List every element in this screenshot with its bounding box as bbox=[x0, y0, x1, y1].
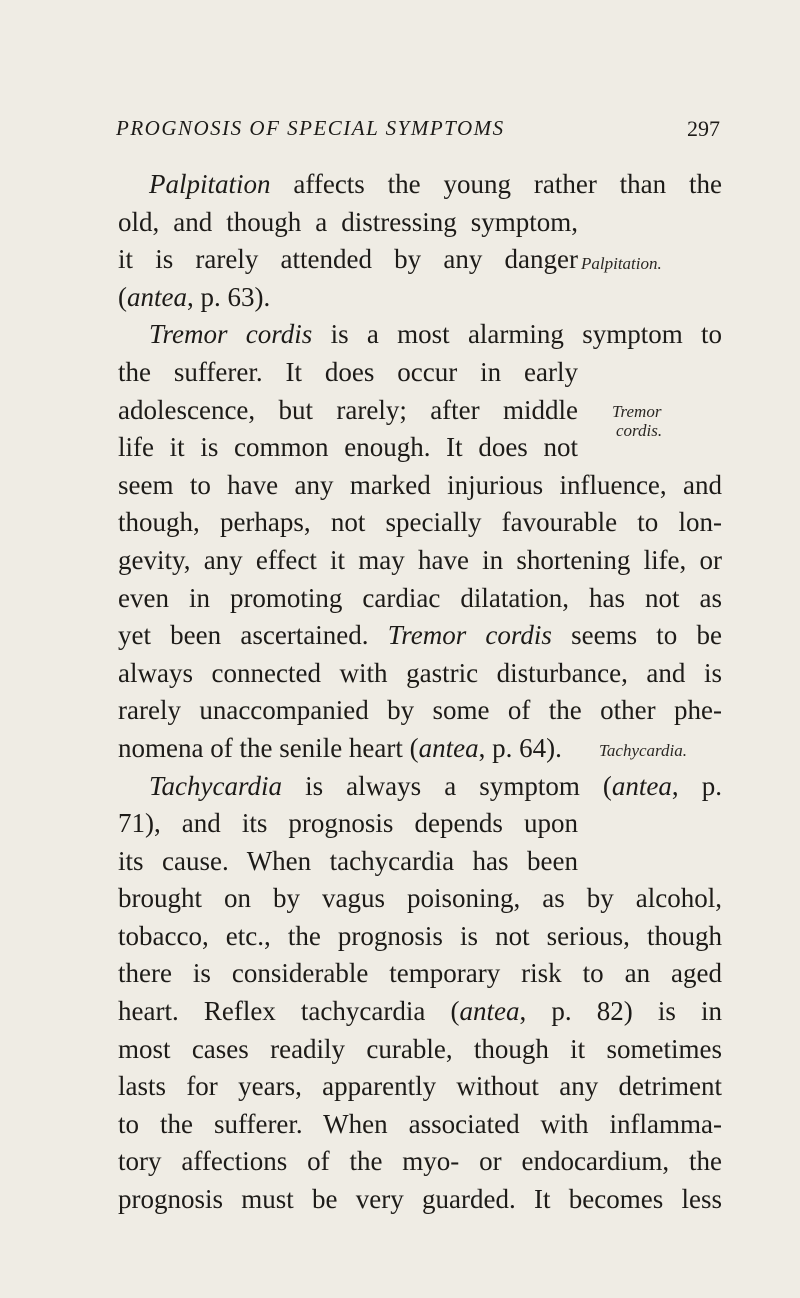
text-line: yet been ascertained. Tremor cordis seems to be bbox=[118, 620, 722, 651]
running-title: PROGNOSIS OF SPECIAL SYMPTOMS bbox=[116, 116, 505, 140]
text-line: though, perhaps, not specially favourable to lon- bbox=[118, 507, 722, 538]
text-line: the sufferer. It does occur in early bbox=[118, 356, 578, 387]
text-line: gevity, any effect it may have in shortening life, or bbox=[118, 544, 722, 575]
text-line: rarely unaccompanied by some of the other phe- bbox=[118, 695, 722, 726]
page-number: 297 bbox=[687, 116, 720, 141]
text-line: Tremor cordis is a most alarming symptom to bbox=[149, 319, 722, 350]
text-line: lasts for years, apparently without any detriment bbox=[118, 1071, 722, 1102]
text-line: brought on by vagus poisoning, as by alcohol, bbox=[118, 883, 722, 914]
text-line: most cases readily curable, though it sometimes bbox=[118, 1033, 722, 1064]
text-line: seem to have any marked injurious influence, and bbox=[118, 469, 722, 500]
text-line: prognosis must be very guarded. It becomes less bbox=[118, 1184, 722, 1215]
text-line: to the sufferer. When associated with inflamma- bbox=[118, 1108, 722, 1139]
text-line: 71), and its prognosis depends upon bbox=[118, 808, 578, 839]
margin-note-tremor-line1: Tremor bbox=[612, 402, 662, 421]
margin-note-palpitation: Palpitation. bbox=[581, 254, 662, 273]
text-line: heart. Reflex tachycardia (antea, p. 82) is in bbox=[118, 996, 722, 1027]
text-line: always connected with gastric disturbance, and is bbox=[118, 657, 722, 688]
term-tachycardia: Tachycardia bbox=[149, 770, 282, 801]
text-line: there is considerable temporary risk to an aged bbox=[118, 958, 722, 989]
text-line: adolescence, but rarely; after middle bbox=[118, 394, 578, 425]
text-line: even in promoting cardiac dilatation, has not as bbox=[118, 582, 722, 613]
term-tremor-cordis: Tremor cordis bbox=[149, 319, 313, 350]
text-line: it is rarely attended by any danger bbox=[118, 244, 578, 275]
term-palpitation: Palpitation bbox=[149, 169, 271, 199]
page-header bbox=[116, 116, 720, 152]
margin-note-tachycardia: Tachycardia. bbox=[599, 741, 687, 760]
body-text bbox=[118, 166, 722, 1219]
text-line: old, and though a distressing symptom, bbox=[118, 206, 578, 237]
margin-note-tremor-line2: cordis. bbox=[616, 421, 663, 440]
text-line: tobacco, etc., the prognosis is not serious, though bbox=[118, 920, 722, 951]
text-line: (antea, p. 63). bbox=[118, 281, 271, 312]
text-line: its cause. When tachycardia has been bbox=[118, 845, 578, 876]
text-line: life it is common enough. It does not bbox=[118, 432, 578, 463]
text-line: nomena of the senile heart (antea, p. 64). bbox=[118, 732, 562, 763]
text-line: Tachycardia is always a symptom (antea, p. bbox=[149, 770, 722, 801]
text-line: tory affections of the myo- or endocardium, the bbox=[118, 1146, 722, 1177]
text-line: Palpitation affects the young rather than the bbox=[149, 169, 722, 199]
